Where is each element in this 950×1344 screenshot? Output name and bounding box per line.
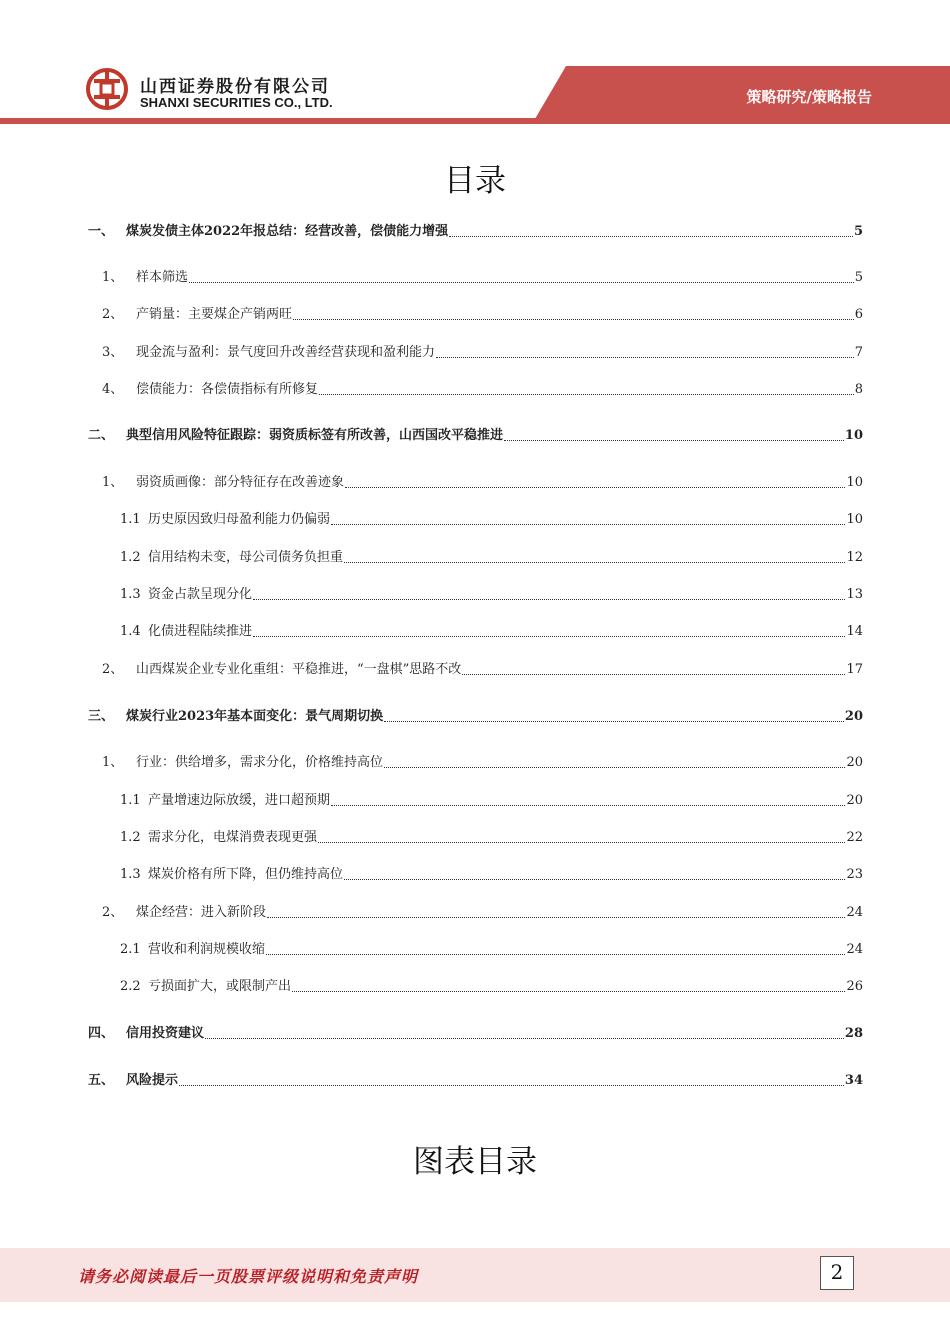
toc-leader-dots bbox=[319, 394, 854, 395]
toc-entry-page: 5 bbox=[854, 270, 863, 285]
toc-entry-text: 历史原因致归母盈利能力仍偏弱 bbox=[148, 512, 331, 527]
toc-entry[interactable] bbox=[88, 265, 863, 287]
toc-entry-number: 三、 bbox=[88, 709, 115, 724]
toc-entry-text: 亏损面扩大，或限制产出 bbox=[148, 979, 292, 994]
toc-entry-text: 营收和利润规模收缩 bbox=[148, 942, 266, 957]
toc-entry-page: 10 bbox=[844, 428, 863, 443]
toc-entry-text: 化债进程陆续推进 bbox=[148, 624, 253, 639]
toc-entry-page: 20 bbox=[844, 709, 863, 724]
page-number: 2 bbox=[820, 1256, 854, 1290]
company-name-en: SHANXI SECURITIES CO., LTD. bbox=[140, 95, 333, 110]
toc-entry-number: 1.4 bbox=[120, 624, 141, 639]
report-type-label: 策略研究/策略报告 bbox=[746, 88, 872, 106]
toc-entry-page: 24 bbox=[846, 942, 863, 957]
toc-entry-page: 20 bbox=[846, 793, 863, 808]
toc-entry-number: 1.1 bbox=[120, 793, 141, 808]
toc-leader-dots bbox=[344, 879, 845, 880]
toc-entry[interactable] bbox=[88, 507, 863, 529]
toc-entry-page: 34 bbox=[844, 1073, 863, 1088]
toc-entry[interactable] bbox=[88, 545, 863, 567]
toc-entry-page: 6 bbox=[854, 307, 863, 322]
toc-entry-text: 煤炭行业2023年基本面变化：景气周期切换 bbox=[126, 709, 384, 724]
toc-entry-number: 二、 bbox=[88, 428, 115, 443]
toc-entry[interactable] bbox=[88, 704, 863, 726]
toc-entry-text: 需求分化，电煤消费表现更强 bbox=[148, 830, 318, 845]
toc-entry-text: 风险提示 bbox=[126, 1073, 179, 1088]
toc-entry-number: 1、 bbox=[102, 475, 124, 490]
toc-title: 目录 bbox=[444, 163, 506, 199]
toc-leader-dots bbox=[344, 562, 845, 563]
toc-entry-text: 产量增速边际放缓，进口超预期 bbox=[148, 793, 331, 808]
toc-leader-dots bbox=[292, 991, 845, 992]
toc-leader-dots bbox=[189, 282, 854, 283]
toc-entry[interactable] bbox=[88, 340, 863, 362]
toc-entry[interactable] bbox=[88, 582, 863, 604]
toc-entry-text: 煤企经营：进入新阶段 bbox=[136, 905, 267, 920]
toc-entry-page: 24 bbox=[846, 905, 863, 920]
toc-leader-dots bbox=[504, 440, 844, 441]
toc-entry[interactable] bbox=[88, 219, 863, 241]
toc-leader-dots bbox=[318, 842, 845, 843]
toc-entry[interactable] bbox=[88, 657, 863, 679]
toc-entry-page: 12 bbox=[846, 550, 863, 565]
toc-leader-dots bbox=[267, 917, 845, 918]
toc-entry[interactable] bbox=[88, 1021, 863, 1043]
toc-leader-dots bbox=[384, 767, 845, 768]
toc-entry-number: 1.1 bbox=[120, 512, 141, 527]
toc-entry-number: 1.2 bbox=[120, 550, 141, 565]
toc-entry-text: 偿债能力：各偿债指标有所修复 bbox=[136, 382, 319, 397]
toc-entry-number: 4、 bbox=[102, 382, 124, 397]
toc-entry-text: 产销量：主要煤企产销两旺 bbox=[136, 307, 293, 322]
toc-entry[interactable] bbox=[88, 750, 863, 772]
toc-entry-number: 2.2 bbox=[120, 979, 141, 994]
toc-entry-text: 山西煤炭企业专业化重组：平稳推进，“一盘棋”思路不改 bbox=[136, 662, 462, 677]
toc-entry-number: 一、 bbox=[88, 224, 115, 239]
company-name-cn: 山西证券股份有限公司 bbox=[140, 77, 330, 97]
toc-entry-number: 3、 bbox=[102, 345, 124, 360]
toc-entry-number: 2、 bbox=[102, 905, 124, 920]
toc-entry-text: 行业：供给增多，需求分化，价格维持高位 bbox=[136, 755, 384, 770]
toc-entry[interactable] bbox=[88, 825, 863, 847]
toc-entry-page: 5 bbox=[853, 224, 863, 239]
toc-entry-text: 煤炭价格有所下降，但仍维持高位 bbox=[148, 867, 344, 882]
toc-entry-page: 14 bbox=[846, 624, 863, 639]
toc-leader-dots bbox=[205, 1038, 844, 1039]
toc-entry[interactable] bbox=[88, 862, 863, 884]
toc-leader-dots bbox=[462, 674, 845, 675]
toc-entry[interactable] bbox=[88, 900, 863, 922]
disclaimer-notice: 请务必阅读最后一页股票评级说明和免责声明 bbox=[78, 1267, 419, 1286]
toc-entry-text: 弱资质画像：部分特征存在改善迹象 bbox=[136, 475, 345, 490]
toc-entry-number: 1、 bbox=[102, 270, 124, 285]
toc-entry-page: 26 bbox=[846, 979, 863, 994]
toc-entry[interactable] bbox=[88, 788, 863, 810]
toc-entry-number: 1.2 bbox=[120, 830, 141, 845]
toc-entry[interactable] bbox=[88, 302, 863, 324]
toc-entry-page: 8 bbox=[854, 382, 863, 397]
toc-entry-page: 23 bbox=[846, 867, 863, 882]
toc-entry-page: 17 bbox=[846, 662, 863, 677]
page-header bbox=[0, 0, 950, 130]
toc-entry-number: 2、 bbox=[102, 662, 124, 677]
toc-entry-number: 2、 bbox=[102, 307, 124, 322]
toc-leader-dots bbox=[331, 524, 845, 525]
toc-entry[interactable] bbox=[88, 937, 863, 959]
toc-entry-text: 煤炭发债主体2022年报总结：经营改善，偿债能力增强 bbox=[126, 224, 449, 239]
toc-entry[interactable] bbox=[88, 619, 863, 641]
toc-leader-dots bbox=[253, 636, 845, 637]
figure-list-title: 图表目录 bbox=[413, 1144, 537, 1180]
toc-entry-text: 信用投资建议 bbox=[126, 1026, 205, 1041]
toc-entry-text: 样本筛选 bbox=[136, 270, 189, 285]
toc-leader-dots bbox=[331, 805, 845, 806]
toc-leader-dots bbox=[253, 599, 845, 600]
toc-leader-dots bbox=[345, 487, 845, 488]
toc-entry-page: 28 bbox=[844, 1026, 863, 1041]
toc-entry-number: 四、 bbox=[88, 1026, 115, 1041]
page-footer bbox=[0, 1248, 950, 1302]
toc-entry-page: 13 bbox=[846, 587, 863, 602]
toc-entry-page: 22 bbox=[846, 830, 863, 845]
toc-leader-dots bbox=[179, 1085, 844, 1086]
toc-entry-text: 典型信用风险特征跟踪：弱资质标签有所改善，山西国改平稳推进 bbox=[126, 428, 504, 443]
toc-leader-dots bbox=[436, 357, 854, 358]
toc-entry-number: 2.1 bbox=[120, 942, 141, 957]
toc-entry[interactable] bbox=[88, 423, 863, 445]
toc-leader-dots bbox=[293, 319, 854, 320]
toc-leader-dots bbox=[266, 954, 845, 955]
toc-entry-number: 1.3 bbox=[120, 867, 141, 882]
toc-entry-page: 20 bbox=[846, 755, 863, 770]
toc-leader-dots bbox=[384, 721, 844, 722]
toc-entry-number: 1、 bbox=[102, 755, 124, 770]
toc-entry-number: 五、 bbox=[88, 1073, 115, 1088]
toc-entry[interactable] bbox=[88, 1068, 863, 1090]
toc-entry-number: 1.3 bbox=[120, 587, 141, 602]
toc-entry-page: 7 bbox=[854, 345, 863, 360]
company-logo-icon bbox=[86, 68, 128, 110]
toc-entry-page: 10 bbox=[846, 475, 863, 490]
toc-entry[interactable] bbox=[88, 377, 863, 399]
toc-leader-dots bbox=[449, 236, 853, 237]
toc-entry[interactable] bbox=[88, 470, 863, 492]
toc-entry-text: 现金流与盈利：景气度回升改善经营获现和盈利能力 bbox=[136, 345, 436, 360]
toc-entry-page: 10 bbox=[846, 512, 863, 527]
toc-entry[interactable] bbox=[88, 974, 863, 996]
toc-entry-text: 资金占款呈现分化 bbox=[148, 587, 253, 602]
toc-entry-text: 信用结构未变，母公司债务负担重 bbox=[148, 550, 344, 565]
